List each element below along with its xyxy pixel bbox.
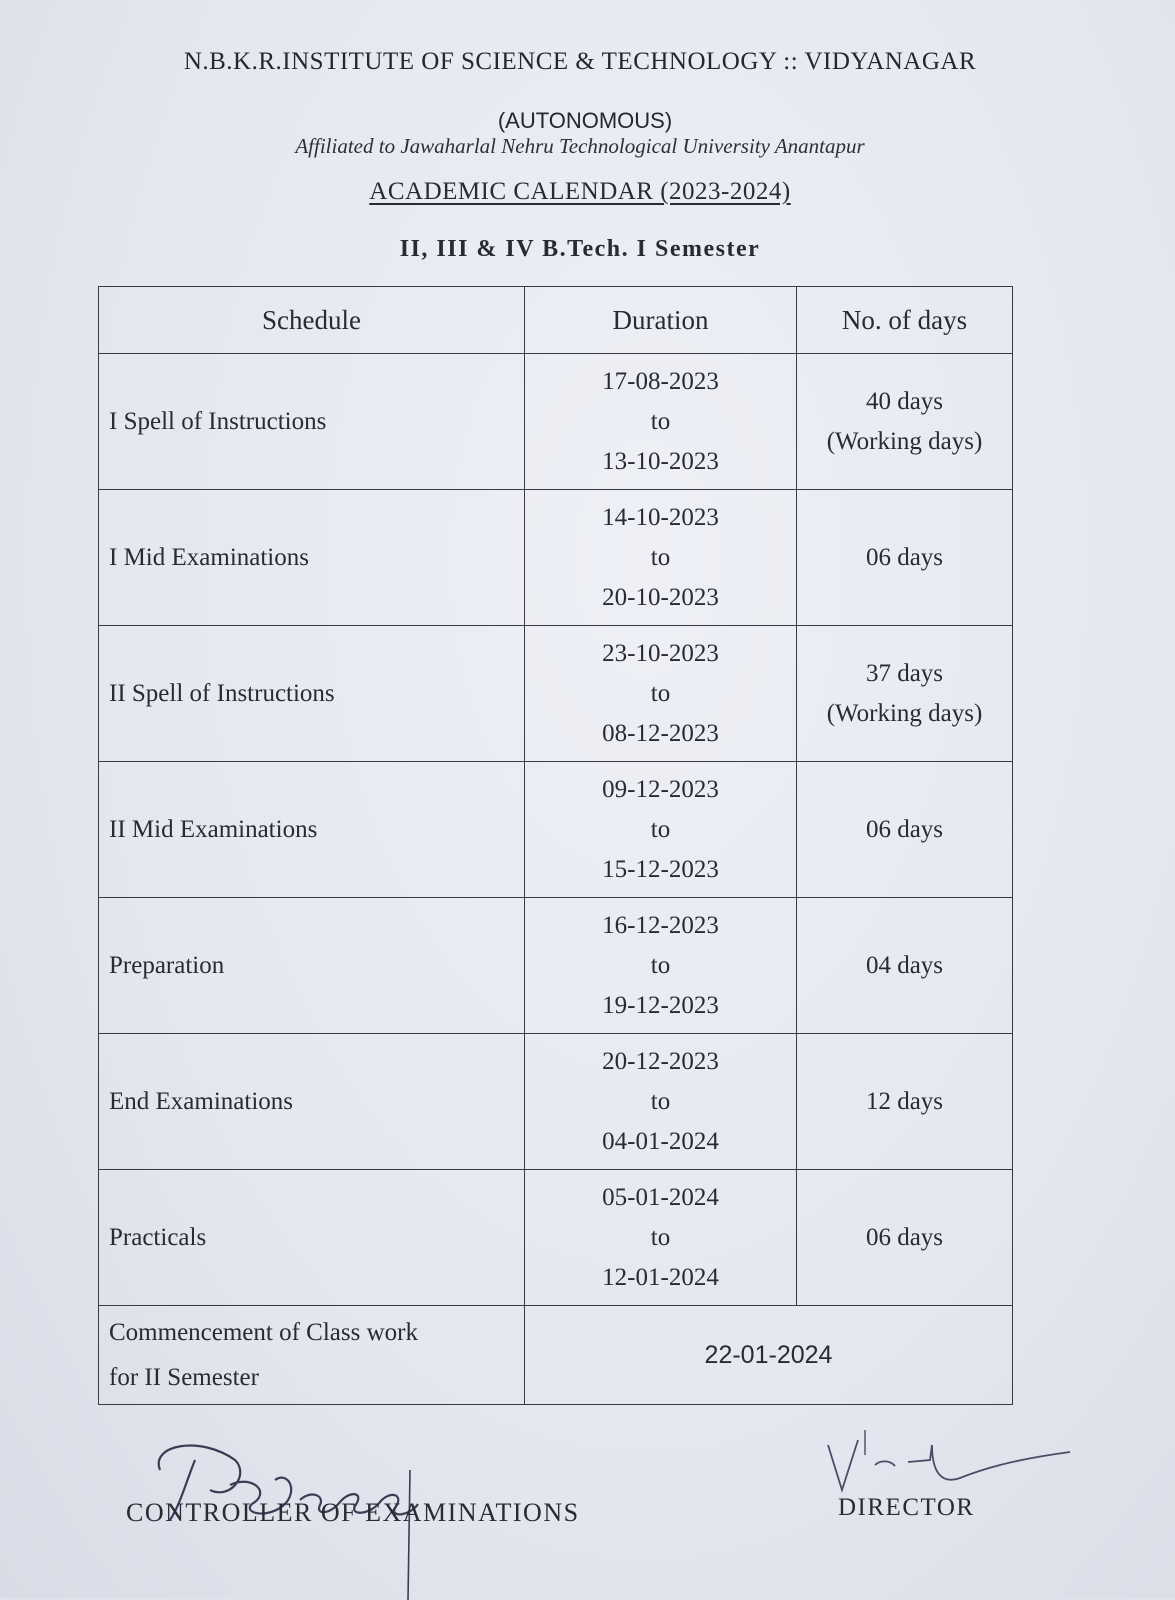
schedule-cell: II Mid Examinations xyxy=(99,762,525,898)
days-cell xyxy=(797,1170,1013,1306)
days-note: (Working days) xyxy=(826,427,983,455)
commencement-date: 22-01-2024 xyxy=(525,1306,1013,1405)
schedule-cell: Preparation xyxy=(99,898,525,1034)
duration-to: to xyxy=(650,543,671,571)
commencement-label xyxy=(99,1306,525,1405)
days-cell xyxy=(797,898,1013,1034)
duration-to: to xyxy=(650,407,671,435)
column-header-duration: Duration xyxy=(525,287,797,354)
days-count: 06 days xyxy=(865,543,944,571)
semester-heading: II, III & IV B.Tech. I Semester xyxy=(399,236,761,262)
duration-cell xyxy=(525,626,797,762)
days-cell xyxy=(797,490,1013,626)
duration-cell xyxy=(525,1034,797,1170)
duration-end: 12-01-2024 xyxy=(602,1263,719,1291)
duration-start: 23-10-2023 xyxy=(602,639,719,667)
duration-cell xyxy=(525,898,797,1034)
table-row xyxy=(99,1034,1013,1170)
table-header-row xyxy=(99,287,1013,354)
duration-to: to xyxy=(650,951,671,979)
calendar-title xyxy=(0,178,1160,206)
schedule-cell: I Mid Examinations xyxy=(99,490,525,626)
commencement-row xyxy=(99,1306,1013,1405)
duration-to: to xyxy=(650,679,671,707)
days-cell xyxy=(797,1034,1013,1170)
director-label: DIRECTOR xyxy=(838,1494,975,1521)
duration-start: 20-12-2023 xyxy=(602,1047,719,1075)
duration-start: 17-08-2023 xyxy=(602,367,719,395)
controller-of-examinations-label: CONTROLLER OF EXAMINATIONS xyxy=(126,1498,580,1527)
table-row xyxy=(99,898,1013,1034)
days-count: 06 days xyxy=(865,815,944,843)
duration-to: to xyxy=(650,815,671,843)
days-cell xyxy=(797,354,1013,490)
schedule-cell: Practicals xyxy=(99,1170,525,1306)
duration-to: to xyxy=(650,1087,671,1115)
column-header-days: No. of days xyxy=(797,287,1013,354)
duration-end: 13-10-2023 xyxy=(602,447,719,475)
table-row xyxy=(99,354,1013,490)
days-note: (Working days) xyxy=(826,699,983,727)
duration-cell xyxy=(525,762,797,898)
schedule-cell: I Spell of Instructions xyxy=(99,354,525,490)
duration-start: 05-01-2024 xyxy=(602,1183,719,1211)
table-row xyxy=(99,490,1013,626)
institute-name: N.B.K.R.INSTITUTE OF SCIENCE & TECHNOLOGY :: VIDYANAGAR xyxy=(183,48,977,75)
duration-end: 04-01-2024 xyxy=(602,1127,719,1155)
duration-start: 09-12-2023 xyxy=(602,775,719,803)
commencement-label-line2: for II Semester xyxy=(109,1364,259,1391)
duration-end: 15-12-2023 xyxy=(602,855,719,883)
schedule-cell: End Examinations xyxy=(99,1034,525,1170)
schedule-cell: II Spell of Instructions xyxy=(99,626,525,762)
duration-cell xyxy=(525,490,797,626)
duration-to: to xyxy=(650,1223,671,1251)
days-count: 40 days xyxy=(865,387,944,415)
calendar-title-text: ACADEMIC CALENDAR (2023-2024) xyxy=(369,178,791,205)
column-header-schedule: Schedule xyxy=(99,287,525,354)
duration-end: 08-12-2023 xyxy=(602,719,719,747)
days-count: 04 days xyxy=(865,951,944,979)
days-cell xyxy=(797,762,1013,898)
affiliation-line: Affiliated to Jawaharlal Nehru Technological University Anantapur xyxy=(295,134,865,158)
commencement-label-line1: Commencement of Class work xyxy=(109,1319,418,1346)
days-cell xyxy=(797,626,1013,762)
table-row xyxy=(99,762,1013,898)
schedule-table xyxy=(98,286,1013,1405)
table-row xyxy=(99,1170,1013,1306)
days-count: 06 days xyxy=(865,1223,944,1251)
days-count: 12 days xyxy=(865,1087,944,1115)
duration-end: 20-10-2023 xyxy=(602,583,719,611)
duration-end: 19-12-2023 xyxy=(602,991,719,1019)
duration-start: 16-12-2023 xyxy=(602,911,719,939)
autonomous-label: (AUTONOMOUS) xyxy=(497,108,673,133)
duration-cell xyxy=(525,354,797,490)
duration-start: 14-10-2023 xyxy=(602,503,719,531)
table-row xyxy=(99,626,1013,762)
days-count: 37 days xyxy=(865,659,944,687)
duration-cell xyxy=(525,1170,797,1306)
